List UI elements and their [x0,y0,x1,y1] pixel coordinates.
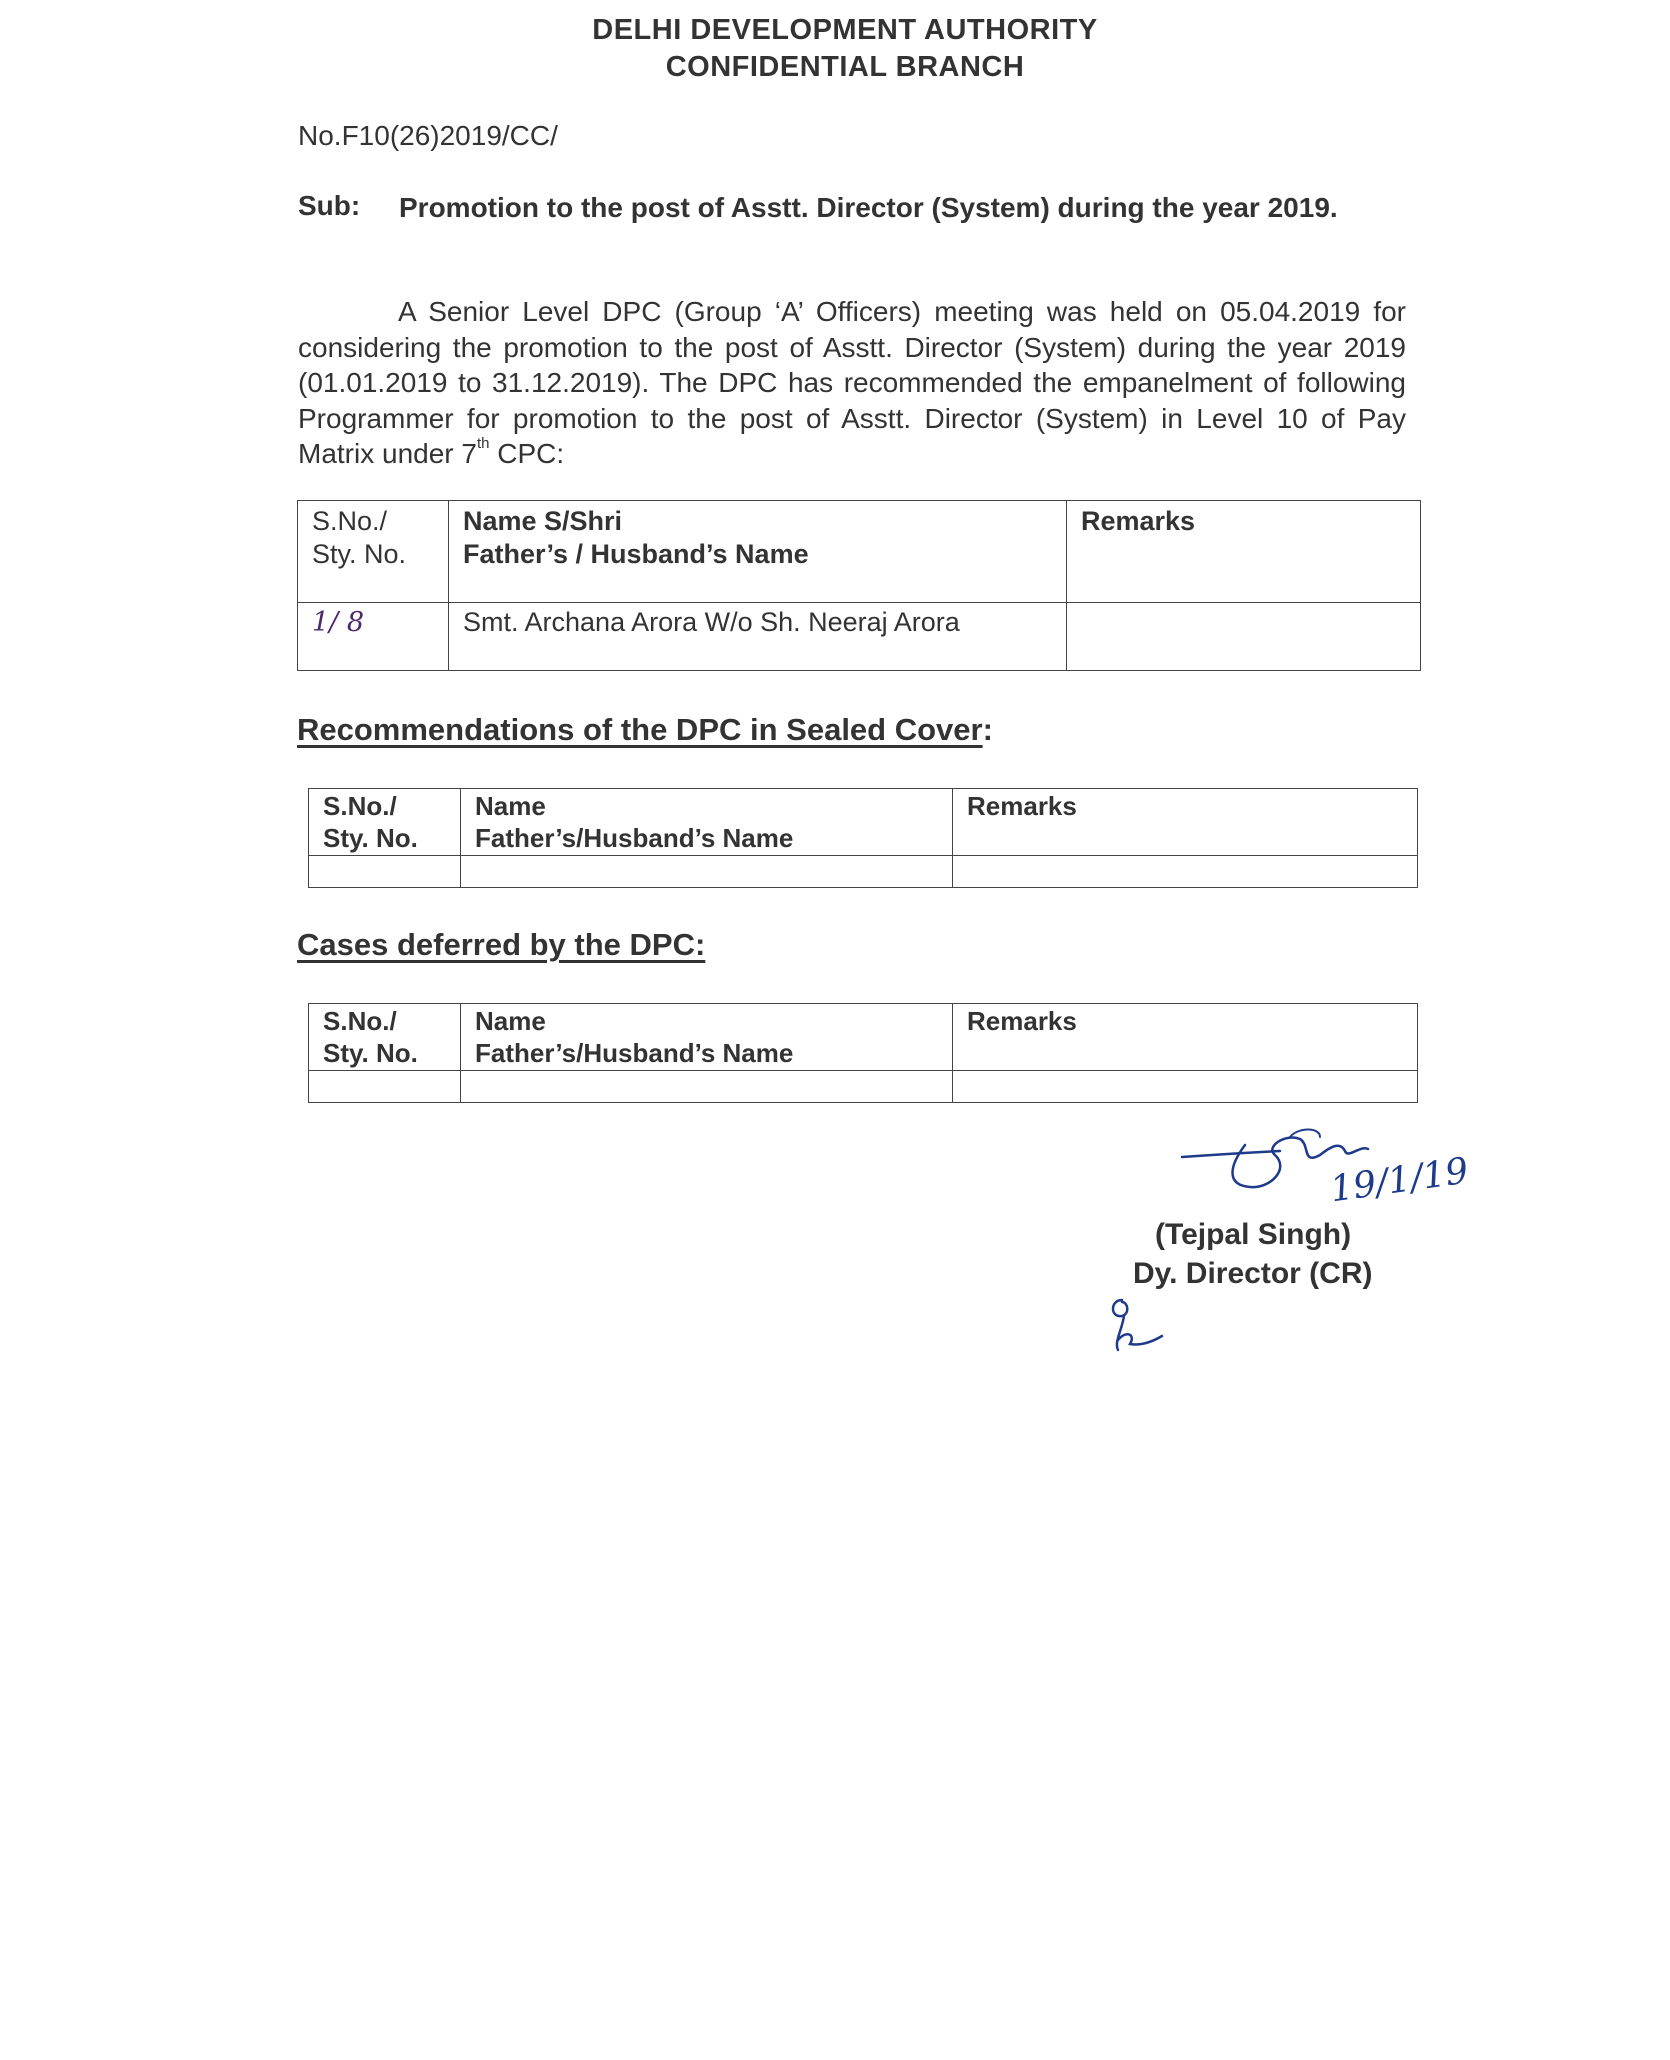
header-name-line2: Father’s / Husband’s Name [463,539,809,569]
deferred-heading [297,927,705,963]
row-sno-cell [298,603,449,671]
header-remarks: Remarks [967,1006,1077,1036]
header-sno-line1: S.No./ [323,1006,397,1036]
header-sno-line2: Sty. No. [323,1038,418,1068]
deferred-table [308,1003,1418,1103]
sealed-cover-title: Recommendations of the DPC in Sealed Cover [297,712,983,747]
row-remarks-cell [1067,603,1421,671]
header-remarks-cell [953,1004,1418,1071]
table-row [309,856,1418,888]
signatory-name: (Tejpal Singh) [1155,1218,1352,1251]
row-name-cell [449,603,1067,671]
table-row [309,1071,1418,1103]
row-sno: 1/ 8 [312,607,365,638]
empanelment-table [297,500,1421,671]
header-sno-cell [298,501,449,603]
header-sno-line2: Sty. No. [312,539,407,569]
signatory-designation: Dy. Director (CR) [1133,1257,1373,1290]
header-name-cell [461,789,953,856]
header-remarks: Remarks [967,791,1077,821]
header-remarks-cell [1067,501,1421,603]
sealed-cover-colon: : [982,712,993,747]
header-sno-cell [309,1004,461,1071]
header-remarks: Remarks [1081,506,1196,536]
signature-date: 19/1/19 [1327,1150,1471,1211]
row-name: Smt. Archana Arora W/o Sh. Neeraj Arora [463,607,960,637]
table-header-row [309,789,1418,856]
body-superscript: th [476,435,490,452]
table-header-row [309,1004,1418,1071]
subject-label: Sub: [298,190,361,221]
header-name-cell [449,501,1067,603]
header-remarks-cell [953,789,1418,856]
reference-number: No.F10(26)2019/CC/ [298,120,558,151]
header-name-cell [461,1004,953,1071]
row-remarks [1067,603,1420,611]
header-name-line2: Father’s/Husband’s Name [475,1038,794,1068]
header-sno-line1: S.No./ [312,506,388,536]
initials-scribble [1100,1290,1180,1360]
branch-name: CONFIDENTIAL BRANCH [665,51,1025,83]
deferred-title: Cases deferred by the DPC: [297,927,706,962]
subject-text: Promotion to the post of Asstt. Director (System) during the year 2019. [399,192,1338,223]
body-paragraph [298,294,1406,472]
table-row [298,603,1421,671]
header-name-line1: Name S/Shri [463,506,623,536]
header-sno-line1: S.No./ [323,791,397,821]
body-text: A Senior Level DPC (Group ‘A’ Officers) meeting was held on 05.04.2019 for considering the promotion to the post of Asstt. Director (System) during the year 2019 (01.01.2019 to 31.12.2019). The DPC has recommended the empanelment of following Programmer for promotion to the post of Asstt. Director (System) in Level 10 of Pay Matrix under 7 [298,296,1406,469]
sealed-cover-heading [297,712,993,748]
org-name: DELHI DEVELOPMENT AUTHORITY [592,14,1098,46]
header-sno-cell [309,789,461,856]
header-name-line1: Name [475,1006,546,1036]
header-name-line2: Father’s/Husband’s Name [475,823,794,853]
sealed-cover-table [308,788,1418,888]
header-name-line1: Name [475,791,546,821]
body-text-end: CPC: [489,438,565,469]
header-sno-line2: Sty. No. [323,823,418,853]
table-header-row [298,501,1421,603]
